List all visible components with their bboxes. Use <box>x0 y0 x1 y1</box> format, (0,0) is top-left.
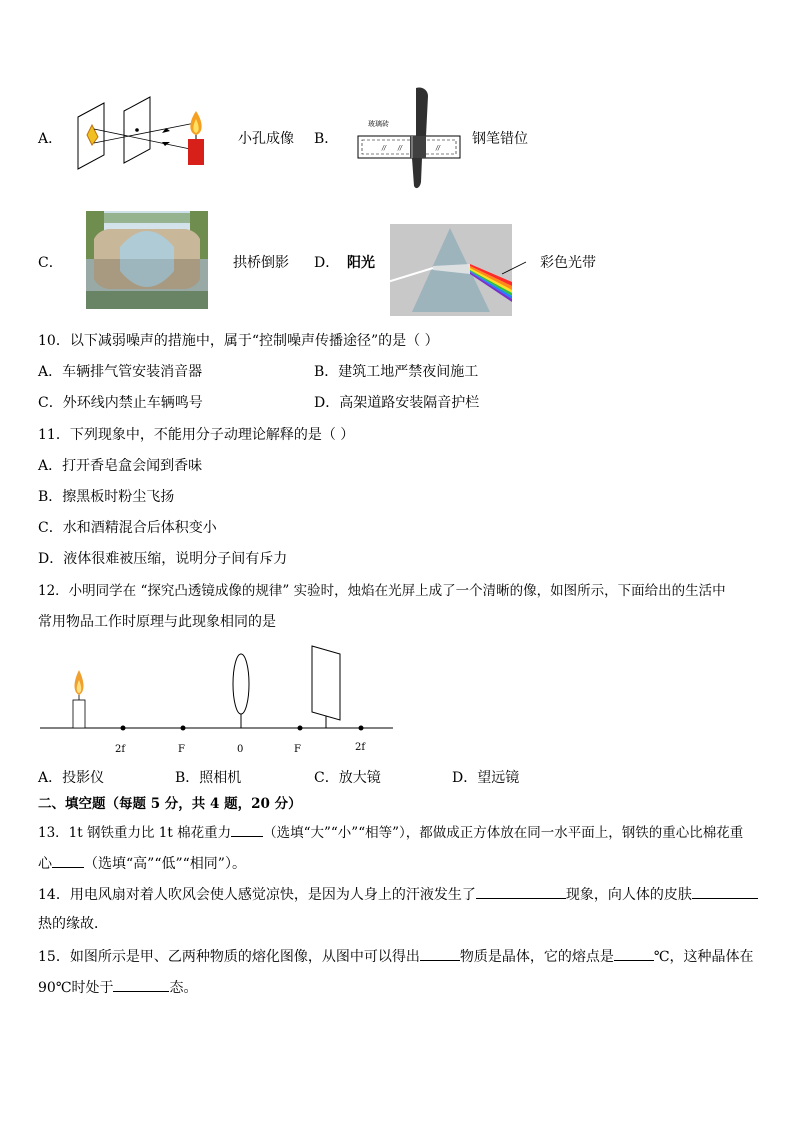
q10-option-a: A．车辆排气管安装消音器 <box>38 364 203 380</box>
glass-block-label: 玻璃砖 <box>368 120 389 128</box>
q10-option-c: C．外环线内禁止车辆鸣号 <box>38 395 203 411</box>
axis-label-f-left: F <box>178 744 185 755</box>
q15-text-e: 态。 <box>169 980 198 996</box>
q9-option-d-letter: D． <box>314 255 340 271</box>
q12-option-a: A．投影仪 <box>38 770 105 786</box>
q11-option-d: D．液体很难被压缩，说明分子间有斥力 <box>38 551 288 567</box>
q10-stem: 10．以下减弱噪声的措施中，属于“控制噪声传播途径”的是（ ） <box>38 333 439 349</box>
q14-blank-1[interactable] <box>476 885 566 899</box>
q13-line1 <box>38 823 743 841</box>
q15-text-d: 90℃时处于 <box>38 980 114 996</box>
q12-option-c: C．放大镜 <box>314 770 381 786</box>
q15-text-c: ℃，这种晶体在 <box>653 949 754 965</box>
pen-glass-block-figure <box>352 84 467 194</box>
q13-blank-1[interactable] <box>231 823 263 837</box>
axis-point-f-right <box>298 726 303 731</box>
q12-option-d: D．望远镜 <box>452 770 520 786</box>
q9-option-b-caption: 钢笔错位 <box>472 131 528 147</box>
q9-option-a-caption: 小孔成像 <box>238 131 294 147</box>
q15-text-a: 15．如图所示是甲、乙两种物质的熔化图像，从图中可以得出 <box>38 949 420 965</box>
q15-line2 <box>38 978 197 996</box>
q10-option-b: B．建筑工地严禁夜间施工 <box>314 364 479 380</box>
axis-point-2f-left <box>121 726 126 731</box>
q13-blank-2[interactable] <box>52 854 84 868</box>
q15-blank-1[interactable] <box>420 947 460 961</box>
q12-stem-line2: 常用物品工作时原理与此现象相同的是 <box>38 614 276 630</box>
q14-line2: 热的缘故． <box>38 916 108 932</box>
arch-bridge-reflection-photo <box>86 211 208 309</box>
lens-imaging-diagram <box>38 642 398 758</box>
q12-option-b: B．照相机 <box>175 770 242 786</box>
sunlight-label: 阳光 <box>347 255 375 271</box>
q14-blank-2[interactable] <box>692 885 758 899</box>
axis-point-2f-right <box>359 726 364 731</box>
section-title-fill-in: 二、填空题（每题 5 分，共 4 题，20 分） <box>38 796 302 812</box>
svg-text://: // <box>382 145 387 152</box>
q11-option-c: C．水和酒精混合后体积变小 <box>38 520 217 536</box>
q15-line1 <box>38 947 754 965</box>
q14-line1 <box>38 885 758 903</box>
axis-label-origin: 0 <box>237 744 244 755</box>
prism-dispersion-figure <box>384 220 534 320</box>
q14-text-a: 14．用电风扇对着人吹风会使人感觉凉快，是因为人身上的汗液发生了 <box>38 887 476 903</box>
axis-label-2f-left: 2f <box>115 744 126 755</box>
q13-text-d: （选填“高”“低”“相同”）。 <box>84 856 246 872</box>
pinhole-camera-figure <box>70 95 220 175</box>
axis-point-f-left <box>181 726 186 731</box>
q9-option-c-caption: 拱桥倒影 <box>233 255 289 271</box>
q11-option-a: A．打开香皂盒会闻到香味 <box>38 458 203 474</box>
q13-text-c: 心 <box>38 856 52 872</box>
q11-stem: 11．下列现象中，不能用分子动理论解释的是（ ） <box>38 427 355 443</box>
q15-blank-3[interactable] <box>113 978 169 992</box>
q11-option-b: B．擦黑板时粉尘飞扬 <box>38 489 175 505</box>
q9-option-d-caption: 彩色光带 <box>540 255 596 271</box>
q13-text-b: （选填“大”“小”“相等”），都做成正方体放在同一水平面上，钢铁的重心比棉花重 <box>263 825 744 841</box>
q9-option-a-letter: A． <box>38 131 63 147</box>
q14-text-b: 现象，向人体的皮肤 <box>565 887 692 903</box>
q15-blank-2[interactable] <box>614 947 654 961</box>
q12-stem-line1: 12．小明同学在 “探究凸透镜成像的规律” 实验时，烛焰在光屏上成了一个清晰的像，如图所示，下面给出的生活中 <box>38 583 726 599</box>
q13-line2 <box>38 854 246 872</box>
q10-option-d: D．高架道路安装隔音护栏 <box>314 395 480 411</box>
axis-label-f-right: F <box>294 744 301 755</box>
axis-label-2f-right: 2f <box>355 742 366 753</box>
q9-option-b-letter: B． <box>314 131 339 147</box>
svg-text://: // <box>436 145 441 152</box>
q13-text-a: 13．1t 钢铁重力比 1t 棉花重力 <box>38 825 232 841</box>
svg-text://: // <box>398 145 403 152</box>
q15-text-b: 物质是晶体，它的熔点是 <box>459 949 614 965</box>
q9-option-c-letter: C． <box>38 255 63 271</box>
